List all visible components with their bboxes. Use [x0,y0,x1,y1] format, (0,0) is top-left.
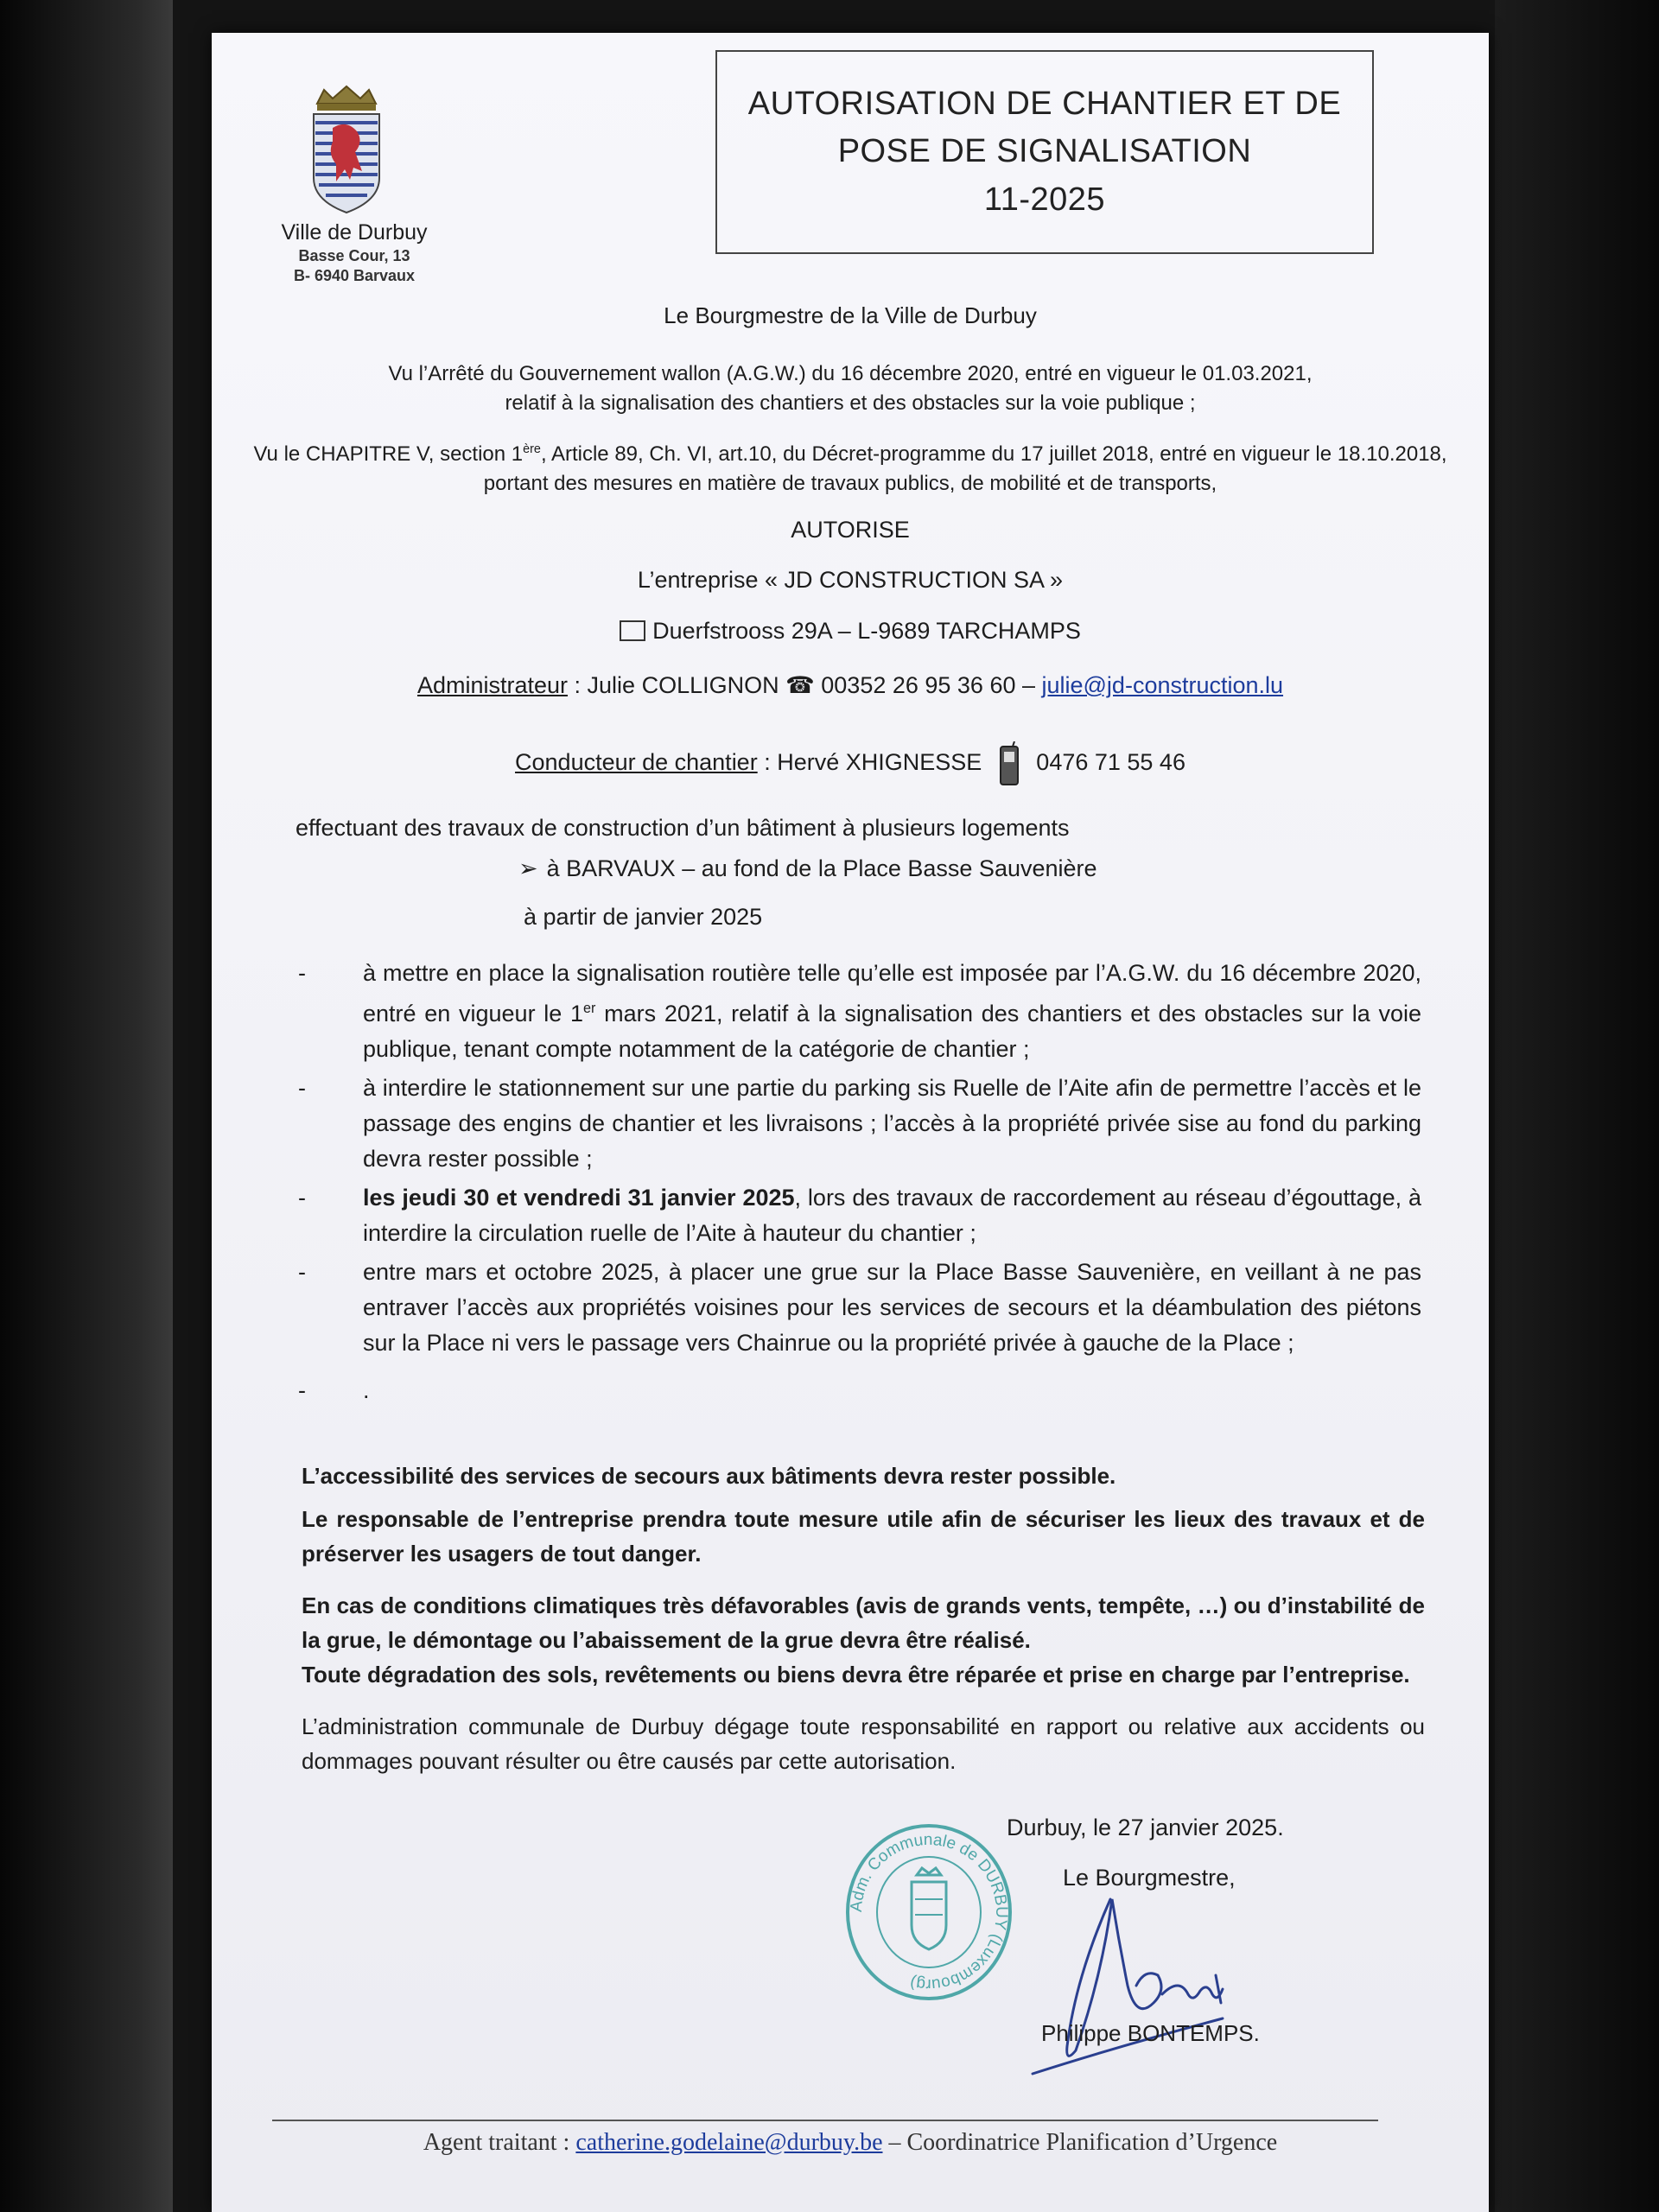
mailbox-icon [620,620,645,641]
obligation-3-rest: , lors des travaux de raccordement au réseau d’égouttage, à interdire la circulation ruelle de l’Aite à hauteur du chantier ; [363,1185,1421,1246]
consideration-1 [212,359,1489,418]
condition-emergency-access: L’accessibilité des services de secours aux bâtiments devra rester possible. [302,1463,1116,1489]
condition-damage: Toute dégradation des sols, revêtements ou biens devra être réparée et prise en charge par l’entreprise. [302,1662,1410,1688]
municipality-address-2: B- 6940 Barvaux [293,266,416,284]
list-item: - entre mars et octobre 2025, à placer une grue sur la Place Basse Sauvenière, en veillant à ne pas entraver l’accès aux propriétés voisines pour les services de secours et la déambulation des piétons sur la Place ni vers le passage vers Chainrue ou la propriété privée à gauche de la Place ; [298,1259,1421,1356]
footer-label: Agent traitant : [423,2129,576,2156]
obligation-5: . [363,1377,370,1403]
obligation-4: entre mars et octobre 2025, à placer une grue sur la Place Basse Sauvenière, en veillant à ne pas entraver l’accès aux propriétés voisines pour les services de secours et la déambulation des piétons sur la Place ni vers le passage vers Chainrue ou la propriété privée à gauche de la Place ; [363,1259,1421,1356]
site-manager-row [212,741,1489,786]
list-item: - à mettre en place la signalisation routière telle qu’elle est imposée par l’A.G.W. du 16 décembre 2020, entré en vigueur le 1er mars 2021, relatif à la signalisation des chantiers et des obstacles sur la voie publique, tenant compte notamment de la catégorie de chantier ; [298,960,1421,1062]
signature-role: Le Bourgmestre, [1063,1865,1236,1891]
authorizes-heading: AUTORISE [791,517,910,543]
administrator-row [212,672,1489,699]
administrator-name: : Julie COLLIGNON [568,672,786,698]
site-manager-phone: 0476 71 55 46 [1036,749,1185,776]
obligations-list [298,956,1421,1408]
works-start: à partir de janvier 2025 [524,904,763,930]
document-title-box [715,50,1374,254]
municipality-header [229,219,480,285]
condition-safety: Le responsable de l’entreprise prendra toute mesure utile afin de sécuriser les lieux des travaux et de préserver les usagers de tout danger. [302,1506,1425,1567]
consideration-2-sup: ère [523,442,541,456]
signatory-name: Philippe BONTEMPS. [1041,2020,1260,2046]
list-item: - les jeudi 30 et vendredi 31 janvier 2025, lors des travaux de raccordement au réseau d’égouttage, à interdire la circulation ruelle de l’Aite à hauteur du chantier ; [298,1185,1421,1246]
document-page [212,33,1489,2212]
background-right [1495,0,1659,2212]
phone-icon: ☎ [785,672,815,698]
obligation-2: à interdire le stationnement sur une partie du parking sis Ruelle de l’Aite afin de permettre l’accès et le passage des engins de chantier et les livraisons ; l’accès à la propriété privée sise au fond du parking devra rester possible ; [363,1075,1421,1172]
footer-divider [272,2120,1378,2121]
mobile-phone-icon [997,741,1021,786]
administrator-email-link[interactable]: julie@jd-construction.lu [1041,672,1284,698]
consideration-1-line-2: relatif à la signalisation des chantiers et des obstacles sur la voie publique ; [505,391,1196,415]
consideration-2-line-2: portant des mesures en matière de travaux publics, de mobilité et de transports, [483,472,1217,495]
company-address-row [212,618,1489,645]
list-item: - à interdire le stationnement sur une partie du parking sis Ruelle de l’Aite afin de permettre l’accès et le passage des engins de chantier et les livraisons ; l’accès à la propriété privée sise au fond du parking devra rester possible ; [298,1075,1421,1172]
site-manager-label: Conducteur de chantier [515,749,758,776]
title-number: 11-2025 [983,181,1106,218]
works-location-row [518,855,1097,882]
works-description: effectuant des travaux de construction d’un bâtiment à plusieurs logements [296,815,1070,841]
liability-disclaimer: L’administration communale de Durbuy dégage toute responsabilité en rapport ou relative aux accidents ou dommages pouvant résulter ou être causés par cette autorisation. [302,1713,1425,1774]
coat-of-arms-icon [307,85,386,223]
title-line-2: POSE DE SIGNALISATION [837,133,1252,170]
consideration-2-pre: Vu le CHAPITRE V, section 1 [253,442,524,466]
company-name: L’entreprise « JD CONSTRUCTION SA » [637,567,1064,593]
footer-email-link[interactable]: catherine.godelaine@durbuy.be [575,2129,883,2156]
administrator-phone: 00352 26 95 36 60 – [821,672,1042,698]
administrator-label: Administrateur [416,672,569,698]
title-line-1: AUTORISATION DE CHANTIER ET DE [747,86,1342,123]
company-address: Duerfstrooss 29A – L-9689 TARCHAMPS [652,618,1081,644]
background-left [0,0,173,2212]
obligation-1-pre: à mettre en place la signalisation routière telle qu’elle est imposée par l’A.G.W. du 16 décembre 2020, entré en vigueur le 1 [363,960,1421,1027]
official-stamp-icon [842,1821,1015,2003]
handwritten-signature-icon [1015,1873,1274,2081]
consideration-2-post: , Article 89, Ch. VI, art.10, du Décret-programme du 17 juillet 2018, entré en vigueur le 18.10.2018, [540,442,1447,466]
works-location: à BARVAUX – au fond de la Place Basse Sauvenière [546,855,1097,881]
condition-weather: En cas de conditions climatiques très défavorables (avis de grands vents, tempête, …) ou d’instabilité de la grue, le démontage ou l’abaissement de la grue devra être réalisé. [302,1592,1425,1653]
site-manager-name: : Hervé XHIGNESSE [757,749,988,776]
obligation-1-sup: er [583,1001,596,1016]
obligation-3-dates: les jeudi 30 et vendredi 31 janvier 2025 [363,1185,795,1211]
footer [212,2129,1489,2157]
consideration-1-line-1: Vu l’Arrêté du Gouvernement wallon (A.G.W.) du 16 décembre 2020, entré en vigueur le 01.03.2021, [388,362,1313,385]
consideration-2 [212,435,1489,499]
svg-text:Adm. Communale de DURBUY (Luxe [848,1831,1010,1993]
obligation-1-post: mars 2021, relatif à la signalisation des chantiers et des obstacles sur la voie publique, tenant compte notamment de la catégorie de chantier ; [363,1001,1421,1062]
arrow-bullet-icon: ➢ [518,855,538,881]
municipality-address-1: Basse Cour, 13 [298,247,410,265]
municipality-name: Ville de Durbuy [281,220,428,245]
stamp-text: Adm. Communale de DURBUY (Luxembourg) [847,1830,1010,1994]
signature-place-date: Durbuy, le 27 janvier 2025. [1007,1815,1284,1840]
issuer: Le Bourgmestre de la Ville de Durbuy [664,302,1037,328]
footer-role: – Coordinatrice Planification d’Urgence [882,2129,1278,2156]
list-item: - . [298,1377,370,1403]
